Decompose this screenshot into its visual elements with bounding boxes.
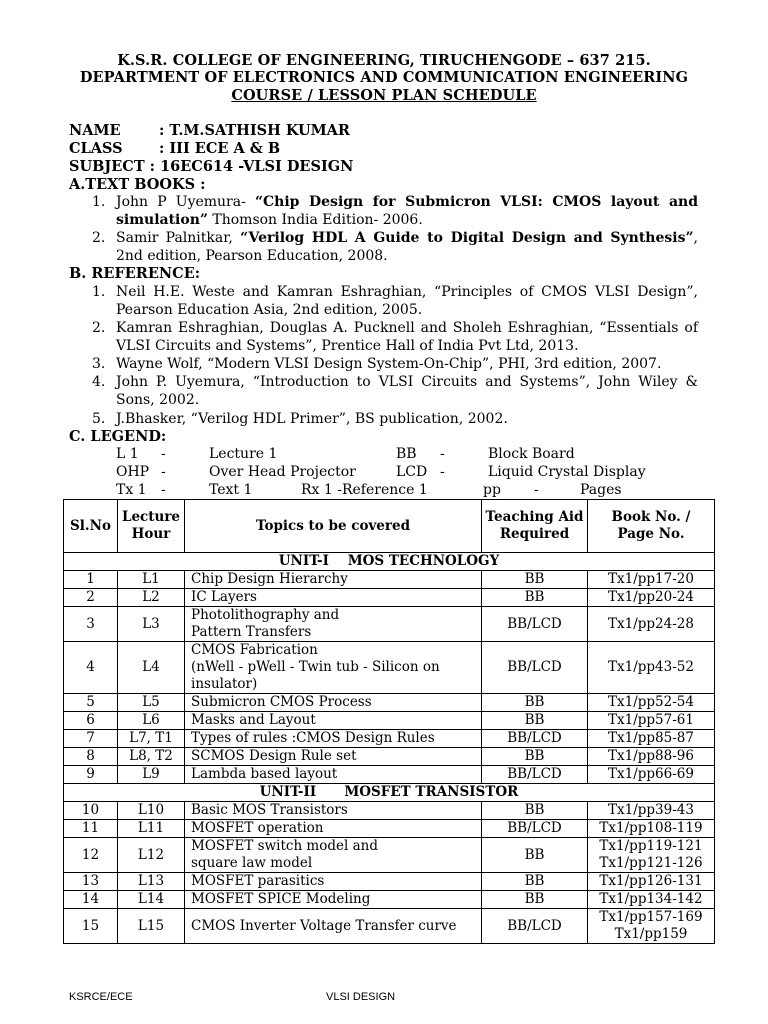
legend-dash: - — [440, 446, 445, 462]
cell-book: Tx1/pp57-61 — [588, 712, 715, 730]
cell-aid: BB — [482, 891, 588, 909]
cell-topic: Basic MOS Transistors — [185, 802, 482, 820]
cell-lecture: L12 — [118, 838, 185, 873]
list-number: 1. — [92, 284, 106, 300]
unit-heading-row — [64, 784, 715, 802]
legend-dash: - — [440, 464, 445, 480]
table-row — [64, 607, 715, 642]
cell-slno: 6 — [64, 712, 118, 730]
cell-slno: 7 — [64, 730, 118, 748]
table-row — [64, 891, 715, 909]
cell-slno: 10 — [64, 802, 118, 820]
cell-lecture: L10 — [118, 802, 185, 820]
legend-dash: - — [534, 482, 539, 498]
table-row — [64, 589, 715, 607]
reference-text: J.Bhasker, “Verilog HDL Primer”, BS publication, 2002. — [116, 411, 508, 427]
unit-title: UNIT-I MOS TECHNOLOGY — [64, 553, 715, 571]
legend-meaning: Over Head Projector — [209, 464, 356, 480]
cell-book: Tx1/pp66-69 — [588, 766, 715, 784]
cell-aid: BB — [482, 873, 588, 891]
col-header-slno: Sl.No — [64, 500, 118, 553]
cell-aid: BB — [482, 589, 588, 607]
reference-text: Neil H.E. Weste and Kamran Eshraghian, “Principles of CMOS VLSI Design”, Pearson Education Asia, 2nd edition, 2005. — [116, 284, 698, 318]
cell-topic: Chip Design Hierarchy — [185, 571, 482, 589]
cell-book: Tx1/pp43-52 — [588, 642, 715, 694]
list-number: 4. — [92, 374, 106, 390]
table-row — [64, 820, 715, 838]
col-header-book: Book No. / Page No. — [588, 500, 715, 553]
cell-lecture: L9 — [118, 766, 185, 784]
col-header-topics: Topics to be covered — [185, 500, 482, 553]
cell-slno: 15 — [64, 909, 118, 944]
cell-aid: BB — [482, 748, 588, 766]
cell-slno: 1 — [64, 571, 118, 589]
cell-lecture: L1 — [118, 571, 185, 589]
legend-meaning: Block Board — [488, 446, 575, 462]
class-label: CLASS — [69, 140, 123, 157]
cell-book: Tx1/pp126-131 — [588, 873, 715, 891]
unit-heading-row — [64, 553, 715, 571]
legend-meaning: Liquid Crystal Display — [488, 464, 646, 480]
cell-aid: BB — [482, 571, 588, 589]
legend-meaning: Pages — [580, 482, 622, 498]
name-label: NAME — [69, 122, 121, 139]
legend-dash: - — [161, 446, 166, 462]
cell-book: Tx1/pp134-142 — [588, 891, 715, 909]
cell-aid: BB/LCD — [482, 607, 588, 642]
cell-book: Tx1/pp119-121 Tx1/pp121-126 — [588, 838, 715, 873]
reference-text: John P. Uyemura, “Introduction to VLSI Circuits and Systems”, John Wiley & Sons, 2002. — [116, 374, 698, 408]
cell-book: Tx1/pp52-54 — [588, 694, 715, 712]
table-row — [64, 694, 715, 712]
book-title: “Verilog HDL A Guide to Digital Design and Synthesis” — [240, 230, 694, 246]
cell-topic: MOSFET operation — [185, 820, 482, 838]
cell-topic: MOSFET SPICE Modeling — [185, 891, 482, 909]
name-row — [69, 122, 350, 139]
cell-aid: BB — [482, 712, 588, 730]
cell-lecture: L14 — [118, 891, 185, 909]
cell-topic: IC Layers — [185, 589, 482, 607]
table-row — [64, 873, 715, 891]
cell-slno: 4 — [64, 642, 118, 694]
legend-meaning: Lecture 1 — [209, 446, 278, 462]
table-header-row — [64, 500, 715, 553]
legend-abbr: pp — [483, 482, 501, 498]
cell-aid: BB/LCD — [482, 909, 588, 944]
cell-aid: BB/LCD — [482, 642, 588, 694]
legend-abbr: L 1 — [116, 446, 139, 462]
cell-slno: 12 — [64, 838, 118, 873]
cell-lecture: L5 — [118, 694, 185, 712]
cell-slno: 14 — [64, 891, 118, 909]
college-title: K.S.R. COLLEGE OF ENGINEERING, TIRUCHENGODE – 637 215. — [117, 52, 651, 69]
cell-topic: CMOS Fabrication (nWell - pWell - Twin tub - Silicon on insulator) — [185, 642, 482, 694]
cell-aid: BB — [482, 694, 588, 712]
department-title: DEPARTMENT OF ELECTRONICS AND COMMUNICATION ENGINEERING — [79, 69, 689, 86]
legend-dash: - — [161, 464, 166, 480]
legend-abbr: LCD — [396, 464, 428, 480]
unit-title: UNIT-II MOSFET TRANSISTOR — [64, 784, 715, 802]
cell-topic: Masks and Layout — [185, 712, 482, 730]
table-row — [64, 748, 715, 766]
cell-topic: MOSFET switch model and square law model — [185, 838, 482, 873]
cell-aid: BB — [482, 802, 588, 820]
cell-slno: 2 — [64, 589, 118, 607]
cell-book: Tx1/pp85-87 — [588, 730, 715, 748]
footer-center: VLSI DESIGN — [326, 991, 396, 1003]
cell-topic: Lambda based layout — [185, 766, 482, 784]
book-title: “Chip Design for Submicron VLSI: CMOS layout and simulation” — [116, 194, 698, 228]
subject-row: SUBJECT : 16EC614 -VLSI DESIGN — [69, 158, 354, 175]
legend-abbr: BB — [396, 446, 417, 462]
list-number: 1. — [92, 194, 106, 210]
cell-slno: 13 — [64, 873, 118, 891]
cell-slno: 9 — [64, 766, 118, 784]
list-number: 2. — [92, 320, 106, 336]
cell-aid: BB/LCD — [482, 766, 588, 784]
textbook-item: 2. Samir Palnitkar, “Verilog HDL A Guide to Digital Design and Synthesis”, 2nd edition, Pearson Education, 2008. — [92, 230, 698, 264]
cell-lecture: L13 — [118, 873, 185, 891]
list-number: 5. — [92, 411, 106, 427]
cell-book: Tx1/pp108-119 — [588, 820, 715, 838]
cell-aid: BB/LCD — [482, 820, 588, 838]
cell-slno: 11 — [64, 820, 118, 838]
table-row — [64, 802, 715, 820]
cell-lecture: L8, T2 — [118, 748, 185, 766]
table-row — [64, 838, 715, 873]
reference-item — [92, 319, 698, 355]
list-number: 3. — [92, 356, 106, 372]
table-row — [64, 571, 715, 589]
reference-item — [92, 410, 698, 428]
cell-slno: 8 — [64, 748, 118, 766]
cell-lecture: L7, T1 — [118, 730, 185, 748]
lesson-plan-table — [63, 499, 715, 944]
table-row — [64, 642, 715, 694]
reference-item — [92, 283, 698, 319]
cell-book: Tx1/pp157-169 Tx1/pp159 — [588, 909, 715, 944]
cell-aid: BB — [482, 838, 588, 873]
cell-book: Tx1/pp17-20 — [588, 571, 715, 589]
col-header-lecture: Lecture Hour — [118, 500, 185, 553]
cell-slno: 3 — [64, 607, 118, 642]
legend-meaning: Text 1 — [209, 482, 253, 498]
cell-lecture: L2 — [118, 589, 185, 607]
schedule-title: COURSE / LESSON PLAN SCHEDULE — [231, 87, 537, 104]
legend-abbr: Rx 1 -Reference 1 — [301, 482, 428, 498]
legend-dash: - — [161, 482, 166, 498]
reference-item — [92, 355, 698, 373]
textbooks-heading: A.TEXT BOOKS : — [69, 176, 206, 193]
legend-abbr: OHP — [116, 464, 150, 480]
cell-slno: 5 — [64, 694, 118, 712]
cell-lecture: L6 — [118, 712, 185, 730]
cell-lecture: L11 — [118, 820, 185, 838]
list-number: 2. — [92, 230, 106, 246]
cell-book: Tx1/pp20-24 — [588, 589, 715, 607]
legend-abbr: Tx 1 — [116, 482, 147, 498]
table-row — [64, 712, 715, 730]
cell-topic: SCMOS Design Rule set — [185, 748, 482, 766]
cell-book: Tx1/pp39-43 — [588, 802, 715, 820]
reference-text: Wayne Wolf, “Modern VLSI Design System-On-Chip”, PHI, 3rd edition, 2007. — [116, 356, 662, 372]
cell-lecture: L4 — [118, 642, 185, 694]
cell-topic: CMOS Inverter Voltage Transfer curve — [185, 909, 482, 944]
col-header-aid: Teaching Aid Required — [482, 500, 588, 553]
table-row — [64, 909, 715, 944]
cell-book: Tx1/pp88-96 — [588, 748, 715, 766]
cell-book: Tx1/pp24-28 — [588, 607, 715, 642]
reference-item — [92, 373, 698, 409]
cell-topic: Photolithography and Pattern Transfers — [185, 607, 482, 642]
footer-left: KSRCE/ECE — [69, 991, 133, 1003]
cell-topic: Submicron CMOS Process — [185, 694, 482, 712]
textbook-item: 1. John P Uyemura- “Chip Design for Submicron VLSI: CMOS layout and simulation” Thomson India Edition- 2006. — [92, 194, 698, 228]
cell-topic: Types of rules :CMOS Design Rules — [185, 730, 482, 748]
cell-lecture: L3 — [118, 607, 185, 642]
name-value: : T.M.SATHISH KUMAR — [159, 122, 350, 139]
table-row — [64, 730, 715, 748]
cell-aid: BB/LCD — [482, 730, 588, 748]
class-row — [69, 140, 280, 157]
cell-topic: MOSFET parasitics — [185, 873, 482, 891]
class-value: : III ECE A & B — [159, 140, 281, 157]
legend-heading: C. LEGEND: — [69, 428, 167, 445]
cell-lecture: L15 — [118, 909, 185, 944]
table-row — [64, 766, 715, 784]
reference-text: Kamran Eshraghian, Douglas A. Pucknell and Sholeh Eshraghian, “Essentials of VLSI Circuits and Systems”, Prentice Hall of India Pvt Ltd, 2013. — [116, 320, 698, 354]
reference-heading: B. REFERENCE: — [69, 265, 201, 282]
